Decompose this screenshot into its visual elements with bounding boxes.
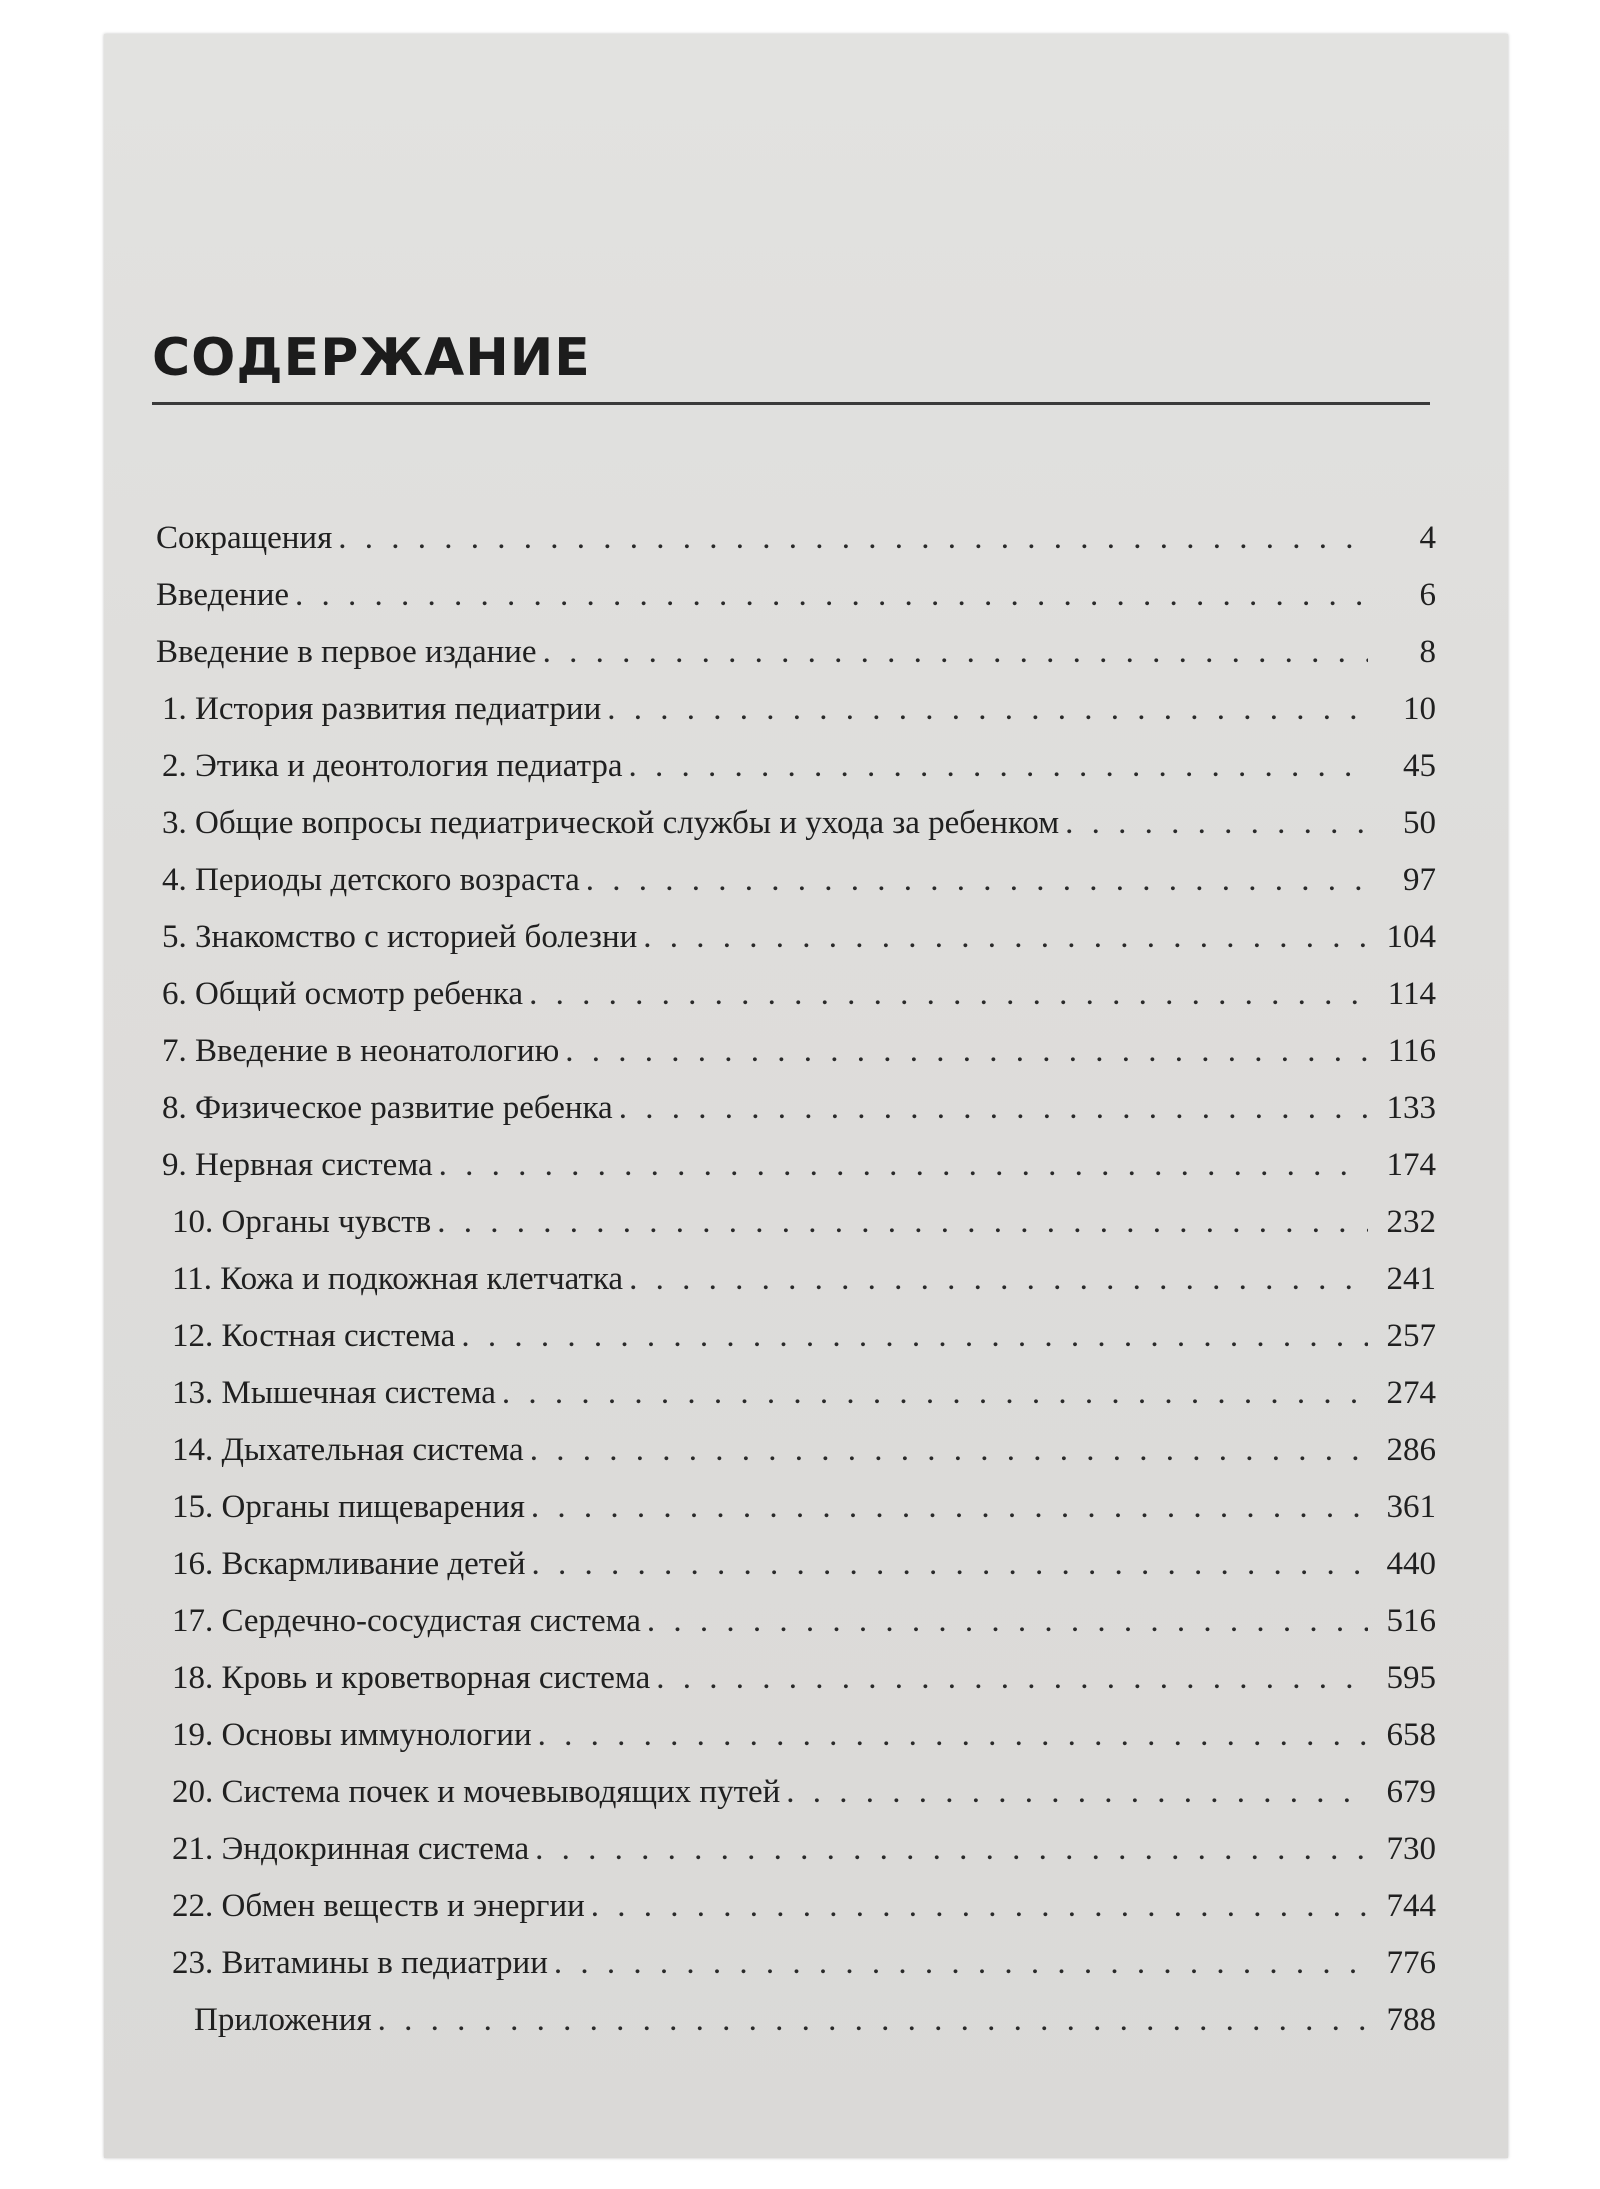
toc-entry-page: 4 [1419,520,1436,556]
toc-entry-page: 174 [1386,1147,1436,1183]
table-of-contents [156,520,1436,2059]
toc-entry-page: 274 [1386,1375,1436,1411]
toc-entry-title: 19. Основы иммунологии [172,1717,532,1753]
toc-entry-title: 22. Обмен веществ и энергии [172,1888,585,1924]
toc-entry-title: 9. Нервная система [162,1147,433,1183]
toc-entry-title: 20. Система почек и мочевыводящих путей [172,1774,781,1810]
book-page [104,34,1508,2158]
toc-leader-dots [439,1147,1368,1184]
toc-entry-page: 133 [1386,1090,1436,1126]
toc-entry [156,1717,1436,1774]
toc-entry-title: 11. Кожа и подкожная клетчатка [172,1261,624,1297]
toc-entry-page: 744 [1386,1888,1436,1924]
toc-entry-title: Приложения [194,2002,372,2038]
toc-entry-page: 516 [1386,1603,1436,1639]
toc-leader-dots [643,919,1368,956]
page-title: СОДЕРЖАНИЕ [152,328,591,388]
toc-leader-dots [554,1945,1368,1982]
toc-entry-title: 14. Дыхательная система [172,1432,524,1468]
toc-entry [156,1888,1436,1945]
toc-entry-page: 8 [1419,634,1436,670]
toc-entry [156,1090,1436,1147]
toc-entry [156,976,1436,1033]
toc-entry-title: 6. Общий осмотр ребенка [162,976,524,1012]
toc-entry [156,577,1436,634]
toc-entry [156,2002,1436,2059]
toc-entry-title: 10. Органы чувств [172,1204,432,1240]
toc-entry [156,1033,1436,1090]
toc-leader-dots [437,1204,1368,1241]
toc-entry-page: 45 [1403,748,1436,784]
toc-entry-title: 16. Вскармливание детей [172,1546,526,1582]
toc-entry [156,1147,1436,1204]
toc-leader-dots [629,748,1368,785]
toc-entry-title: Введение в первое издание [156,634,537,670]
toc-entry-page: 658 [1386,1717,1436,1753]
toc-leader-dots [607,691,1368,728]
toc-entry-page: 6 [1419,577,1436,613]
toc-leader-dots [535,1831,1368,1868]
toc-leader-dots [529,976,1368,1013]
toc-leader-dots [538,1717,1368,1754]
toc-entry-title: 13. Мышечная система [172,1375,496,1411]
toc-entry [156,1945,1436,2002]
toc-entry [156,1261,1436,1318]
toc-leader-dots [461,1318,1368,1355]
toc-entry [156,1432,1436,1489]
toc-leader-dots [338,520,1368,557]
toc-leader-dots [1065,805,1368,842]
toc-entry-page: 241 [1386,1261,1436,1297]
toc-entry-page: 286 [1386,1432,1436,1468]
toc-entry-title: 12. Костная система [172,1318,456,1354]
toc-entry [156,1831,1436,1888]
toc-entry-page: 679 [1386,1774,1436,1810]
toc-entry-title: 4. Периоды детского возраста [162,862,580,898]
toc-entry-title: 1. История развития педиатрии [162,691,602,727]
toc-entry-page: 232 [1386,1204,1436,1240]
toc-entry-title: 2. Этика и деонтология педиатра [162,748,623,784]
toc-entry-page: 114 [1387,976,1436,1012]
toc-entry [156,634,1436,691]
toc-entry [156,748,1436,805]
toc-entry-page: 104 [1386,919,1436,955]
toc-entry-page: 97 [1403,862,1436,898]
toc-entry-page: 50 [1403,805,1436,841]
toc-leader-dots [629,1261,1368,1298]
toc-entry-page: 776 [1386,1945,1436,1981]
toc-leader-dots [502,1375,1368,1412]
toc-entry [156,1774,1436,1831]
toc-entry-page: 116 [1387,1033,1436,1069]
toc-entry [156,520,1436,577]
toc-leader-dots [565,1033,1368,1070]
toc-entry [156,1318,1436,1375]
toc-entry-title: 17. Сердечно-сосудистая система [172,1603,641,1639]
toc-entry-title: 23. Витамины в педиатрии [172,1945,548,1981]
toc-entry [156,691,1436,748]
toc-leader-dots [532,1546,1368,1583]
toc-entry-title: 21. Эндокринная система [172,1831,530,1867]
toc-entry-page: 595 [1386,1660,1436,1696]
toc-leader-dots [586,862,1368,899]
toc-leader-dots [543,634,1368,671]
toc-entry-title: 7. Введение в неонатологию [162,1033,560,1069]
toc-entry [156,1489,1436,1546]
toc-entry-title: 18. Кровь и кроветворная система [172,1660,651,1696]
toc-leader-dots [531,1489,1368,1526]
toc-entry [156,1204,1436,1261]
toc-entry-title: Введение [156,577,290,613]
toc-entry-page: 361 [1386,1489,1436,1525]
toc-entry-title: 8. Физическое развитие ребенка [162,1090,613,1126]
toc-entry-page: 440 [1386,1546,1436,1582]
toc-leader-dots [378,2002,1368,2039]
toc-leader-dots [786,1774,1368,1811]
toc-entry-page: 257 [1386,1318,1436,1354]
toc-leader-dots [647,1603,1368,1640]
title-divider [152,402,1430,405]
toc-entry-title: 3. Общие вопросы педиатрической службы и ухода за ребенком [162,805,1060,841]
toc-entry-page: 730 [1386,1831,1436,1867]
toc-entry-page: 10 [1403,691,1436,727]
toc-entry-title: Сокращения [156,520,333,556]
toc-leader-dots [295,577,1368,614]
toc-leader-dots [530,1432,1368,1469]
toc-entry-page: 788 [1386,2002,1436,2038]
toc-entry-title: 15. Органы пищеварения [172,1489,525,1525]
toc-entry [156,862,1436,919]
toc-leader-dots [591,1888,1368,1925]
toc-entry [156,1603,1436,1660]
toc-leader-dots [619,1090,1368,1127]
toc-entry [156,1546,1436,1603]
toc-entry [156,1375,1436,1432]
toc-entry [156,919,1436,976]
toc-entry [156,1660,1436,1717]
toc-leader-dots [656,1660,1368,1697]
toc-entry-title: 5. Знакомство с историей болезни [162,919,638,955]
toc-entry [156,805,1436,862]
